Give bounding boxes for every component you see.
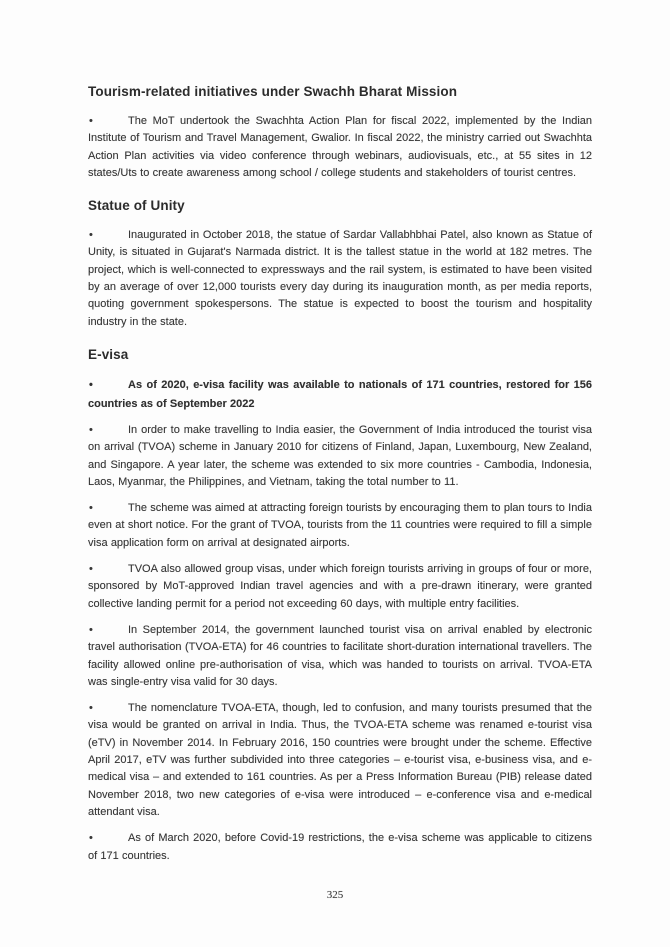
bullet-icon: • [89, 623, 93, 636]
paragraph-text: Inaugurated in October 2018, the statue of Sardar Vallabhbhai Patel, also known as Statue of Unity, is situated in Gujarat's Narmada district. It is the tallest statue in the world at 182 metres. The project, which is well-connected to expressways and the rail system, is estimated to have been visited by an average of over 12,000 tourists every day during its inauguration month, as per media reports, quoting government spokespersons. The statue is expected to boost the tourism and hospitality industry in the state. [88, 229, 592, 328]
document-section [88, 198, 592, 331]
bullet-paragraph [88, 227, 592, 331]
section-heading: Statue of Unity [88, 198, 185, 214]
section-heading: E-visa [88, 346, 129, 362]
paragraph-text: TVOA also allowed group visas, under which foreign tourists arriving in groups of four or more, sponsored by MoT-approved Indian travel agencies and with a pre-drawn itinerary, were granted collective landing permit for a period not exceeding 60 days, with multiple entry facilities. [88, 563, 592, 610]
paragraph-text: In September 2014, the government launched tourist visa on arrival enabled by electronic travel authorisation (TVOA-ETA) for 46 countries to facilitate short-duration international travellers. The facility allowed online pre-authorisation of visa, which was handed to tourists on arrival. TVOA-ETA was single-entry visa valid for 30 days. [88, 623, 592, 688]
bullet-paragraph [88, 500, 592, 552]
bullet-paragraph [88, 622, 592, 691]
bullet-paragraph [88, 700, 592, 821]
document-section [88, 347, 592, 865]
bullet-paragraph [88, 376, 592, 415]
bullet-icon: • [89, 563, 93, 576]
bullet-paragraph [88, 561, 592, 613]
document-section [88, 84, 592, 182]
bullet-paragraph [88, 422, 592, 491]
bullet-icon: • [89, 423, 93, 436]
bullet-icon: • [89, 229, 93, 242]
paragraph-text: In order to make travelling to India easier, the Government of India introduced the tourist visa on arrival (TVOA) scheme in January 2010 for citizens of Finland, Japan, Luxembourg, New Zealand, and Singapore. A year later, the scheme was extended to six more countries - Cambodia, Indonesia, Laos, Myanmar, the Philippines, and Vietnam, taking the total number to 11. [88, 423, 592, 488]
bullet-paragraph [88, 830, 592, 865]
paragraph-text: As of 2020, e-visa facility was available to nationals of 171 countries, restored for 156 countries as of September 2022 [88, 378, 592, 411]
bullet-icon: • [89, 378, 93, 391]
bullet-icon: • [89, 832, 93, 845]
paragraph-text: The MoT undertook the Swachhta Action Plan for fiscal 2022, implemented by the Indian Institute of Tourism and Travel Management, Gwalior. In fiscal 2022, the ministry carried out Swachhta Action Plan activities via video conference through webinars, audiovisuals, etc., at 55 sites in 12 states/Uts to create awareness among school / college students and stakeholders of tourist centres. [88, 115, 592, 179]
bullet-paragraph [88, 113, 592, 182]
paragraph-text: The nomenclature TVOA-ETA, though, led to confusion, and many tourists presumed that the visa would be granted on arrival in India. Thus, the TVOA-ETA scheme was renamed e-tourist visa (eTV) in November 2014. In February 2016, 150 countries were brought under the scheme. Effective April 2017, eTV was further subdivided into three categories – e-tourist visa, e-business visa, and e-medical visa – and extended to 161 countries. As per a Press Information Bureau (PIB) release dated November 2018, two new categories of e-visa were introduced – e-conference visa and e-medical attendant visa. [88, 702, 592, 818]
bullet-icon: • [89, 702, 93, 715]
bullet-icon: • [89, 502, 93, 515]
section-heading: Tourism-related initiatives under Swachh Bharat Mission [88, 84, 458, 99]
page-number: 325 [326, 889, 344, 901]
paragraph-text: The scheme was aimed at attracting foreign tourists by encouraging them to plan tours to India even at short notice. For the grant of TVOA, tourists from the 11 countries were required to fill a simple visa application form on arrival at designated airports. [88, 502, 592, 549]
bullet-icon: • [89, 115, 93, 127]
paragraph-text: As of March 2020, before Covid-19 restrictions, the e-visa scheme was applicable to citizens of 171 countries. [88, 832, 592, 862]
document-content [88, 0, 592, 874]
